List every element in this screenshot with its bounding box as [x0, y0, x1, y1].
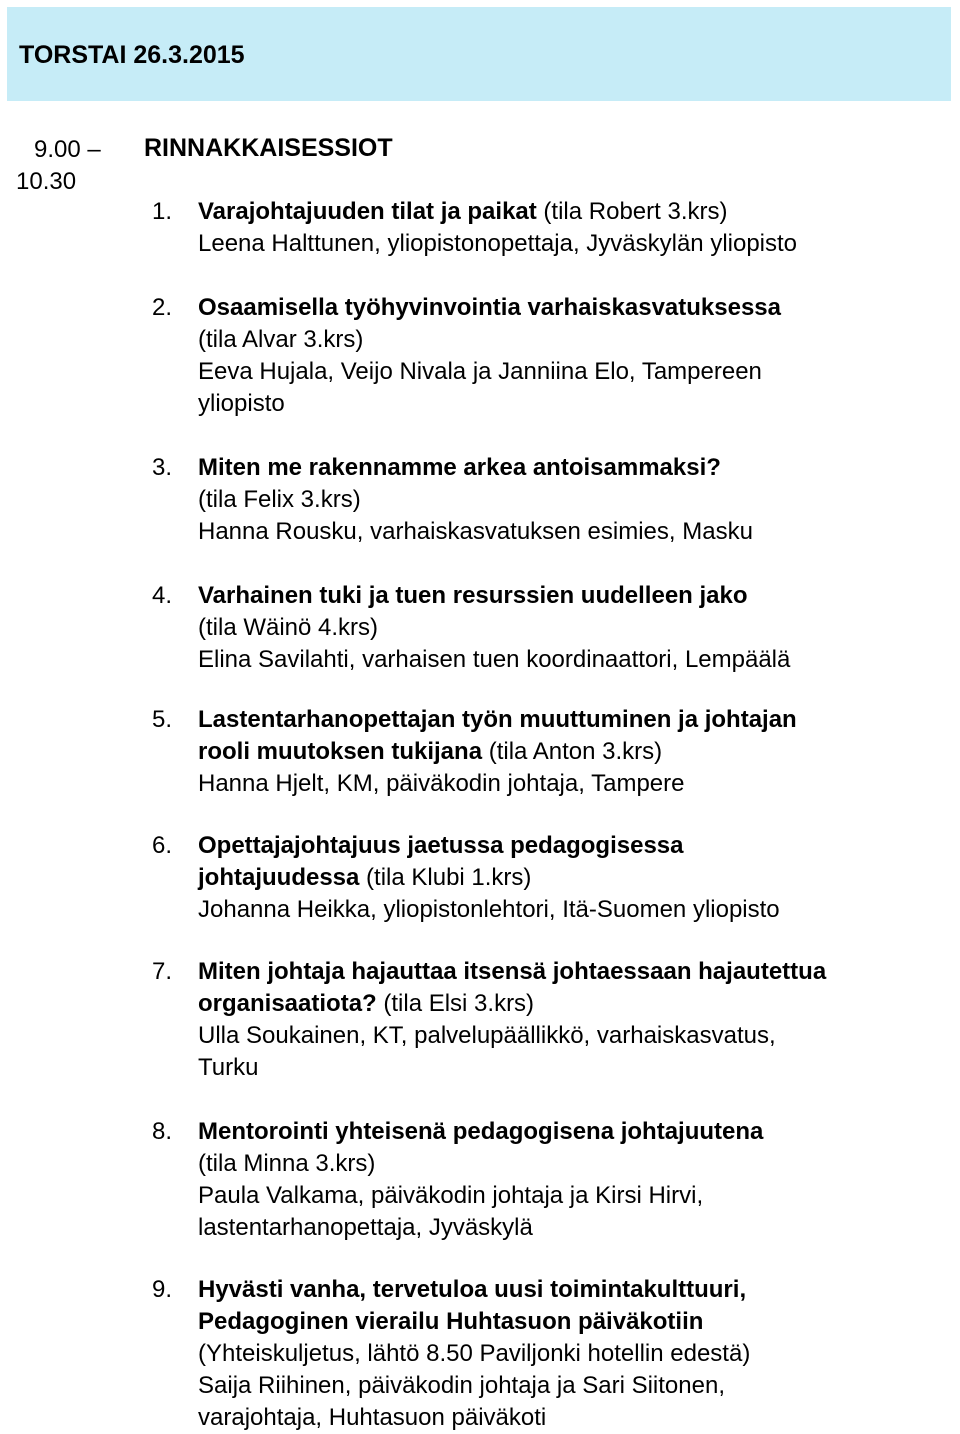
session-title-text: Hyvästi vanha, tervetuloa uusi toimintakulttuuri,: [198, 1276, 747, 1303]
session-item-line: [198, 894, 928, 926]
session-title-text: rooli muutoksen tukijana: [198, 738, 483, 765]
session-item-body: [198, 1116, 928, 1244]
session-item-number: 9.: [152, 1276, 173, 1303]
session-title-text: Lastentarhanopettajan työn muuttuminen ja johtajan: [198, 706, 797, 733]
session-title-text: Osaamisella työhyvinvointia varhaiskasvatuksessa: [198, 294, 781, 321]
session-item-line: [198, 1052, 928, 1084]
session-item-line: [198, 736, 928, 768]
session-detail-text: (tila Minna 3.krs): [198, 1150, 376, 1177]
time-end: 10.30: [16, 168, 77, 195]
session-time: [16, 134, 116, 198]
session-title-text: Opettajajohtajuus jaetussa pedagogisessa: [198, 832, 684, 859]
session-item-number: 4.: [152, 582, 173, 609]
session-detail-text: Leena Halttunen, yliopistonopettaja, Jyväskylän yliopisto: [198, 230, 798, 257]
session-item-number: 5.: [152, 706, 173, 733]
session-item-line: [198, 388, 928, 420]
session-detail-text: (Yhteiskuljetus, lähtö 8.50 Paviljonki hotellin edestä): [198, 1340, 751, 1367]
session-detail-text: (tila Anton 3.krs): [482, 738, 663, 765]
session-item-line: [198, 768, 928, 800]
session-item-line: [198, 644, 928, 676]
session-item-number: 6.: [152, 832, 173, 859]
session-detail-text: lastentarhanopettaja, Jyväskylä: [198, 1214, 533, 1241]
session-detail-text: (tila Robert 3.krs): [536, 198, 728, 225]
session-detail-text: (tila Elsi 3.krs): [376, 990, 535, 1017]
session-detail-text: varajohtaja, Huhtasuon päiväkoti: [198, 1404, 547, 1431]
session-item-line: [198, 1020, 928, 1052]
session-detail-text: Paula Valkama, päiväkodin johtaja ja Kirsi Hirvi,: [198, 1182, 704, 1209]
session-detail-text: (tila Klubi 1.krs): [359, 864, 532, 891]
session-item-line: [198, 484, 928, 516]
session-item-line: [198, 988, 928, 1020]
session-title-text: Miten me rakennamme arkea antoisammaksi?: [198, 454, 721, 481]
session-item-line: [198, 1370, 928, 1402]
session-item-line: [198, 1148, 928, 1180]
session-item-body: [198, 956, 928, 1084]
session-item-line: [198, 1338, 928, 1370]
session-item-number: 8.: [152, 1118, 173, 1145]
session-item-number: 7.: [152, 958, 173, 985]
session-item-line: [198, 830, 928, 862]
session-detail-text: Johanna Heikka, yliopistonlehtori, Itä-Suomen yliopisto: [198, 896, 780, 923]
session-item-line: [198, 1274, 928, 1306]
session-item-line: [198, 704, 928, 736]
session-item-line: [198, 516, 928, 548]
day-title: TORSTAI 26.3.2015: [19, 41, 245, 69]
session-title-text: Varhainen tuki ja tuen resurssien uudelleen jako: [198, 582, 748, 609]
session-detail-text: yliopisto: [198, 390, 285, 417]
session-item-line: [198, 228, 928, 260]
session-item-line: [198, 1180, 928, 1212]
session-detail-text: Turku: [198, 1054, 259, 1081]
session-item-line: [198, 324, 928, 356]
session-item-number: 1.: [152, 198, 173, 225]
session-item-line: [198, 292, 928, 324]
session-item-body: [198, 580, 928, 676]
session-detail-text: Ulla Soukainen, KT, palvelupäällikkö, varhaiskasvatus,: [198, 1022, 776, 1049]
session-item-line: [198, 956, 928, 988]
session-title-text: Miten johtaja hajauttaa itsensä johtaessaan hajautettua: [198, 958, 827, 985]
session-detail-text: (tila Felix 3.krs): [198, 486, 361, 513]
session-detail-text: (tila Wäinö 4.krs): [198, 614, 379, 641]
session-item-line: [198, 196, 928, 228]
session-detail-text: Elina Savilahti, varhaisen tuen koordinaattori, Lempäälä: [198, 646, 791, 673]
day-header-banner: [7, 7, 951, 101]
session-item-body: [198, 704, 928, 800]
session-item-body: [198, 196, 928, 260]
session-detail-text: Saija Riihinen, päiväkodin johtaja ja Sari Siitonen,: [198, 1372, 725, 1399]
session-item-body: [198, 1274, 928, 1434]
session-item-line: [198, 612, 928, 644]
session-item-body: [198, 452, 928, 548]
session-item-line: [198, 1402, 928, 1434]
session-item-body: [198, 830, 928, 926]
session-detail-text: Hanna Rousku, varhaiskasvatuksen esimies, Masku: [198, 518, 753, 545]
session-heading: RINNAKKAISESSIOT: [144, 134, 393, 162]
session-item-line: [198, 862, 928, 894]
session-item-line: [198, 1212, 928, 1244]
session-detail-text: Eeva Hujala, Veijo Nivala ja Janniina Elo, Tampereen: [198, 358, 762, 385]
session-item-line: [198, 1116, 928, 1148]
session-item-body: [198, 292, 928, 420]
session-item-line: [198, 1306, 928, 1338]
session-title-text: Varajohtajuuden tilat ja paikat: [198, 198, 537, 225]
session-item-line: [198, 580, 928, 612]
session-item-number: 3.: [152, 454, 173, 481]
session-item-line: [198, 356, 928, 388]
session-item-number: 2.: [152, 294, 173, 321]
session-detail-text: (tila Alvar 3.krs): [198, 326, 364, 353]
session-title-text: Mentorointi yhteisenä pedagogisena johtajuutena: [198, 1118, 764, 1145]
session-title-text: johtajuudessa: [198, 864, 360, 891]
time-start: 9.00 –: [34, 136, 101, 163]
session-title-text: organisaatiota?: [198, 990, 377, 1017]
session-detail-text: Hanna Hjelt, KM, päiväkodin johtaja, Tampere: [198, 770, 685, 797]
session-item-line: [198, 452, 928, 484]
session-title-text: Pedagoginen vierailu Huhtasuon päiväkotiin: [198, 1308, 704, 1335]
